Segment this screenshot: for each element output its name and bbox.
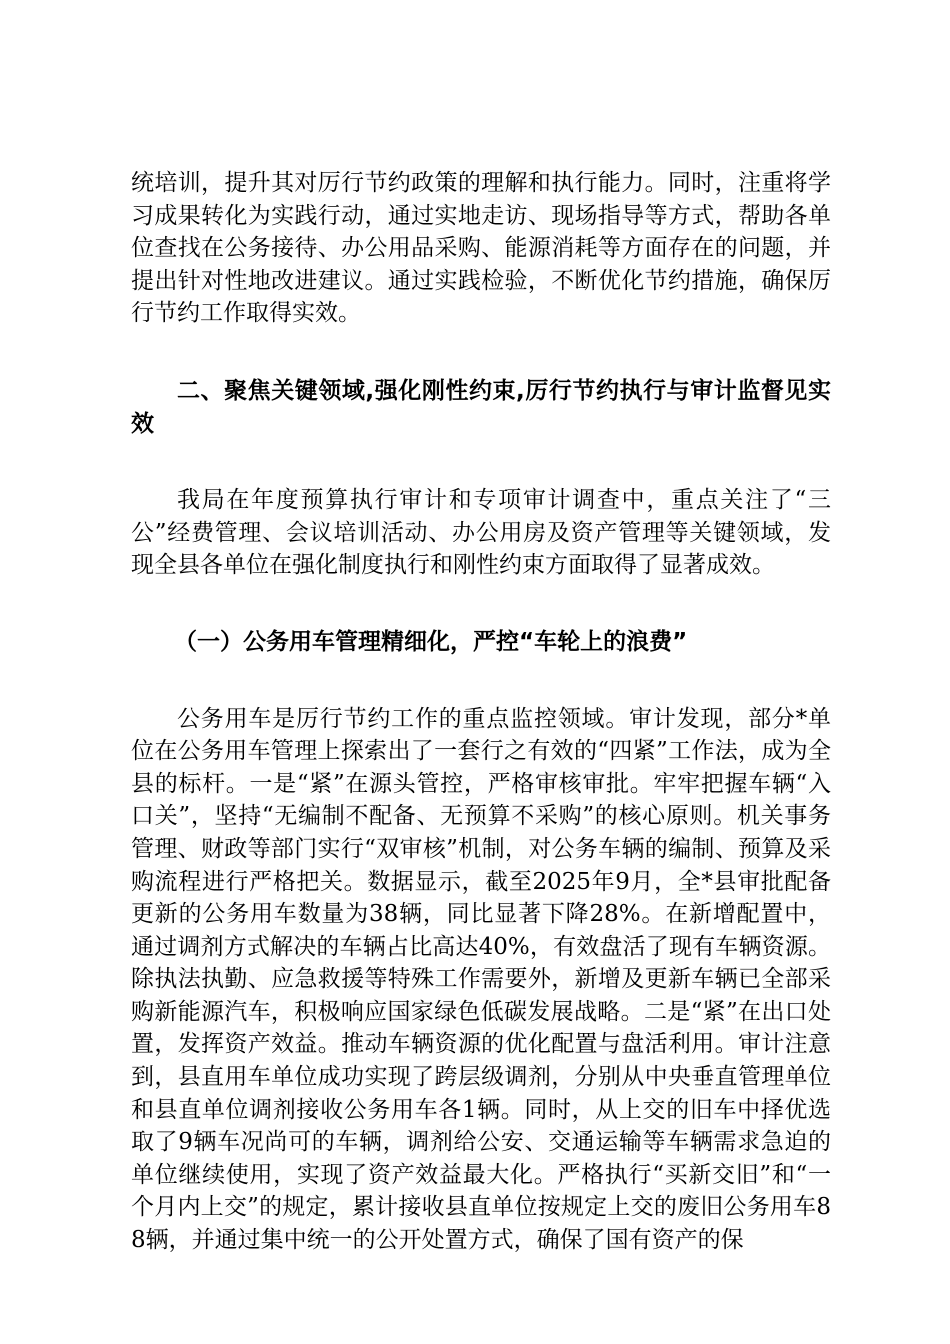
body-paragraph-2: 我局在年度预算执行审计和专项审计调查中，重点关注了“三公”经费管理、会议培训活动、办公用房及资产管理等关键领域，发现全县各单位在强化制度执行和刚性约束方面取得了显著成效。 [131,487,831,579]
section-heading: 二、聚焦关键领域,强化刚性约束,厉行节约执行与审计监督见实效 [131,377,831,437]
subsection-heading: （一）公务用车管理精细化，严控“车轮上的浪费” [174,628,688,655]
document-page [131,167,831,1257]
body-paragraph-3: 公务用车是厉行节约工作的重点监控领域。审计发现，部分*单位在公务用车管理上探索出了一套行之有效的“四紧”工作法，成为全县的标杆。一是“紧”在源头管控，严格审核审批。牢牢把握车辆“入口关”，坚持“无编制不配备、无预算不采购”的核心原则。机关事务管理、财政等部门实行“双审核”机制，对公务车辆的编制、预算及采购流程进行严格把关。数据显示，截至2025年9月，全*县审批配备更新的公务用车数量为38辆，同比显著下降28%。在新增配置中，通过调剂方式解决的车辆占比高达40%，有效盘活了现有车辆资源。除执法执勤、应急救援等特殊工作需要外，新增及更新车辆已全部采购新能源汽车，积极响应国家绿色低碳发展战略。二是“紧”在出口处置，发挥资产效益。推动车辆资源的优化配置与盘活利用。审计注意到，县直用车单位成功实现了跨层级调剂，分别从中央垂直管理单位和县直单位调剂接收公务用车各1辆。同时，从上交的旧车中择优选取了9辆车况尚可的车辆，调剂给公安、交通运输等车辆需求急迫的单位继续使用，实现了资产效益最大化。严格执行“买新交旧”和“一个月内上交”的规定，累计接收县直单位按规定上交的废旧公务用车88辆，并通过集中统一的公开处置方式，确保了国有资产的保 [131,705,831,1254]
body-paragraph-1: 统培训，提升其对厉行节约政策的理解和执行能力。同时，注重将学习成果转化为实践行动，通过实地走访、现场指导等方式，帮助各单位查找在公务接待、办公用品采购、能源消耗等方面存在的问题，并提出针对性地改进建议。通过实践检验，不断优化节约措施，确保厉行节约工作取得实效。 [131,170,831,327]
